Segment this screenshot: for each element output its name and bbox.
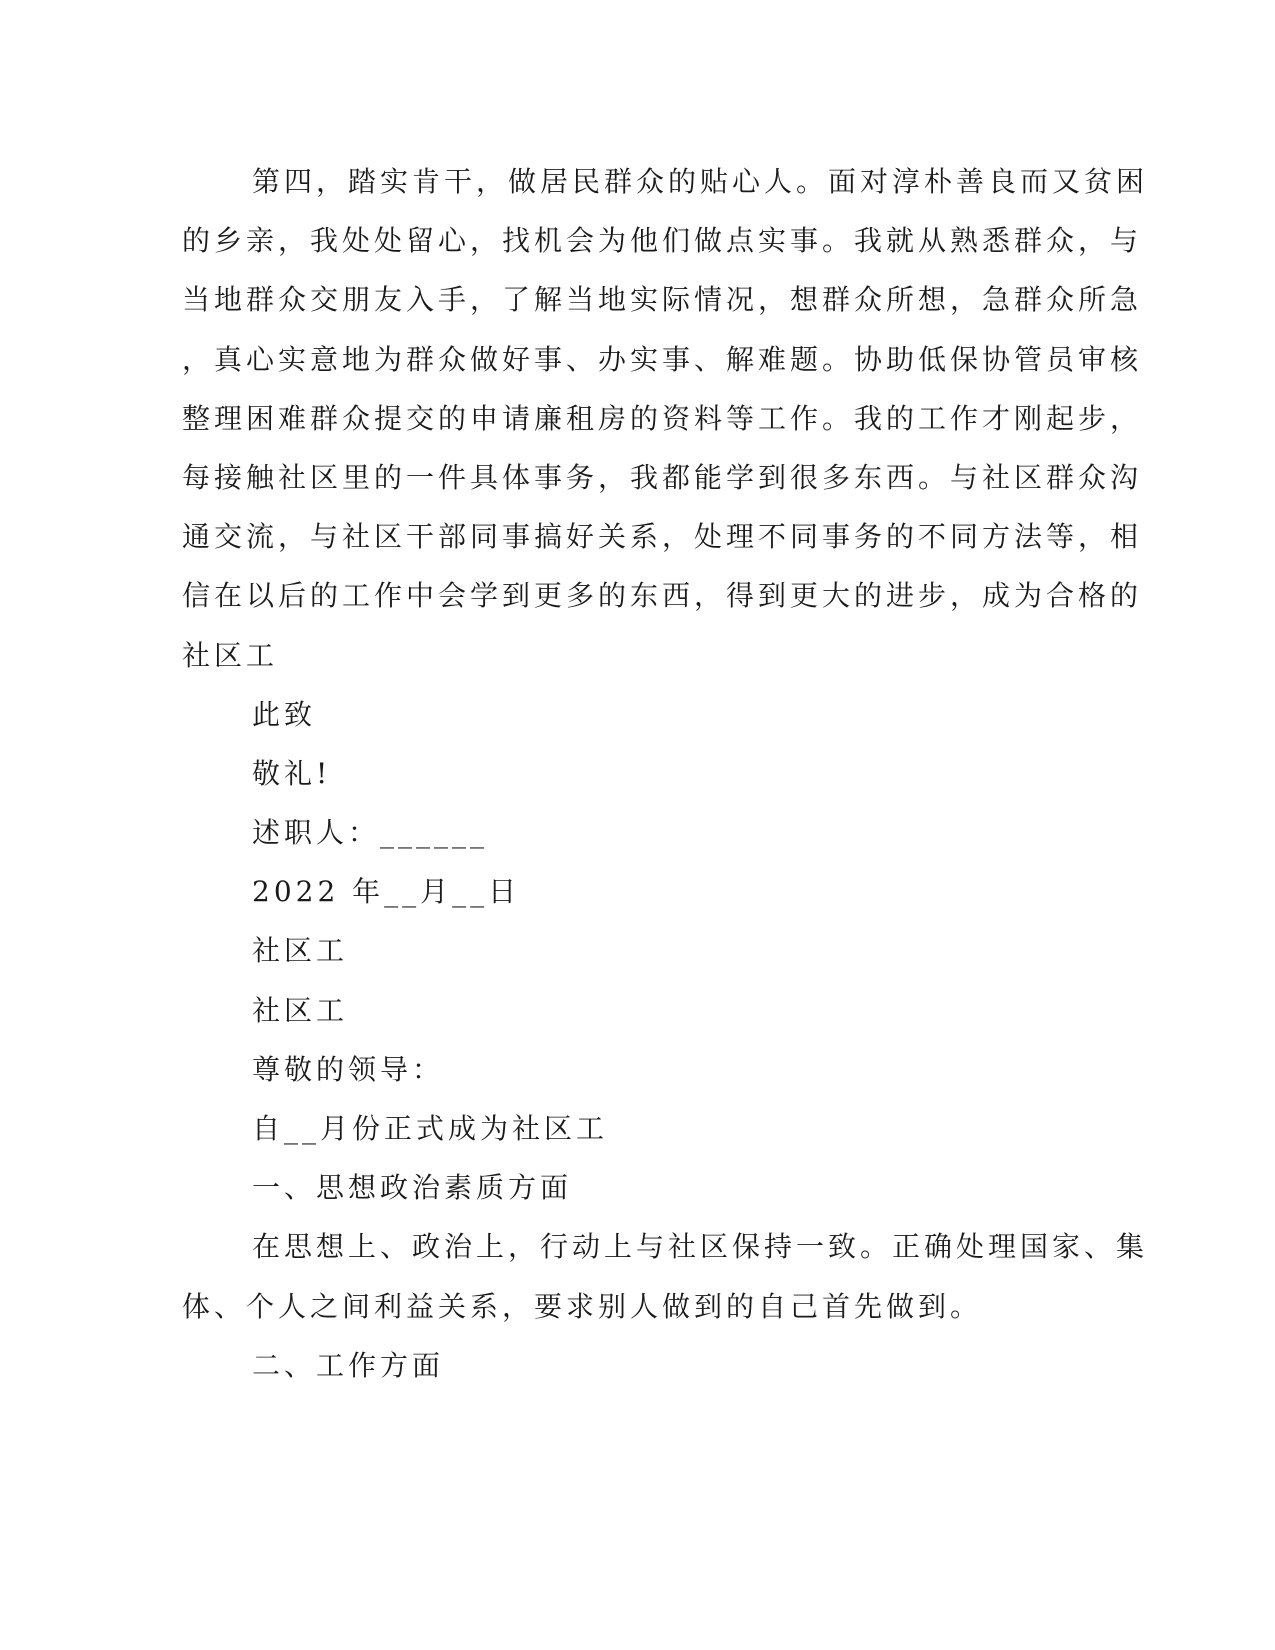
text-line: 体、个人之间利益关系，要求别人做到的自己首先做到。: [182, 1289, 983, 1323]
text-line: 社区工: [182, 638, 279, 672]
text-line: 敬礼!: [252, 756, 332, 790]
text-line: 社区工: [252, 934, 349, 968]
text-line: 二、工作方面: [252, 1348, 445, 1382]
text-line: 此致: [252, 697, 317, 731]
text-line: 信在以后的工作中会学到更多的东西，得到更大的进步，成为合格的: [182, 579, 1143, 613]
text-line: ，真心实意地为群众做好事、办实事、解难题。协助低保协管员审核: [182, 342, 1143, 376]
text-line: 整理困难群众提交的申请廉租房的资料等工作。我的工作才刚起步，: [182, 401, 1143, 435]
text-line: 社区工: [252, 993, 349, 1027]
text-line: 尊敬的领导：: [252, 1052, 445, 1086]
text-line: 第四，踏实肯干，做居民群众的贴心人。面对淳朴善良而又贫困: [252, 165, 1149, 198]
text-line: 2022 年__月__日: [252, 875, 521, 909]
text-line: 每接触社区里的一件具体事务，我都能学到很多东西。与社区群众沟: [182, 460, 1143, 494]
text-line: 当地群众交朋友入手，了解当地实际情况，想群众所想，急群众所急: [182, 283, 1143, 317]
text-line: 自__月份正式成为社区工: [252, 1112, 609, 1145]
text-line: 的乡亲，我处处留心，找机会为他们做点实事。我就从熟悉群众，与: [182, 224, 1143, 258]
document-body: [182, 152, 1149, 1395]
text-line: 通交流，与社区干部同事搞好关系，处理不同事务的不同方法等，相: [182, 520, 1143, 554]
text-line: 述职人：______: [252, 816, 489, 850]
text-line: 一、思想政治素质方面: [252, 1171, 573, 1205]
text-line: 在思想上、政治上，行动上与社区保持一致。正确处理国家、集: [252, 1230, 1149, 1264]
